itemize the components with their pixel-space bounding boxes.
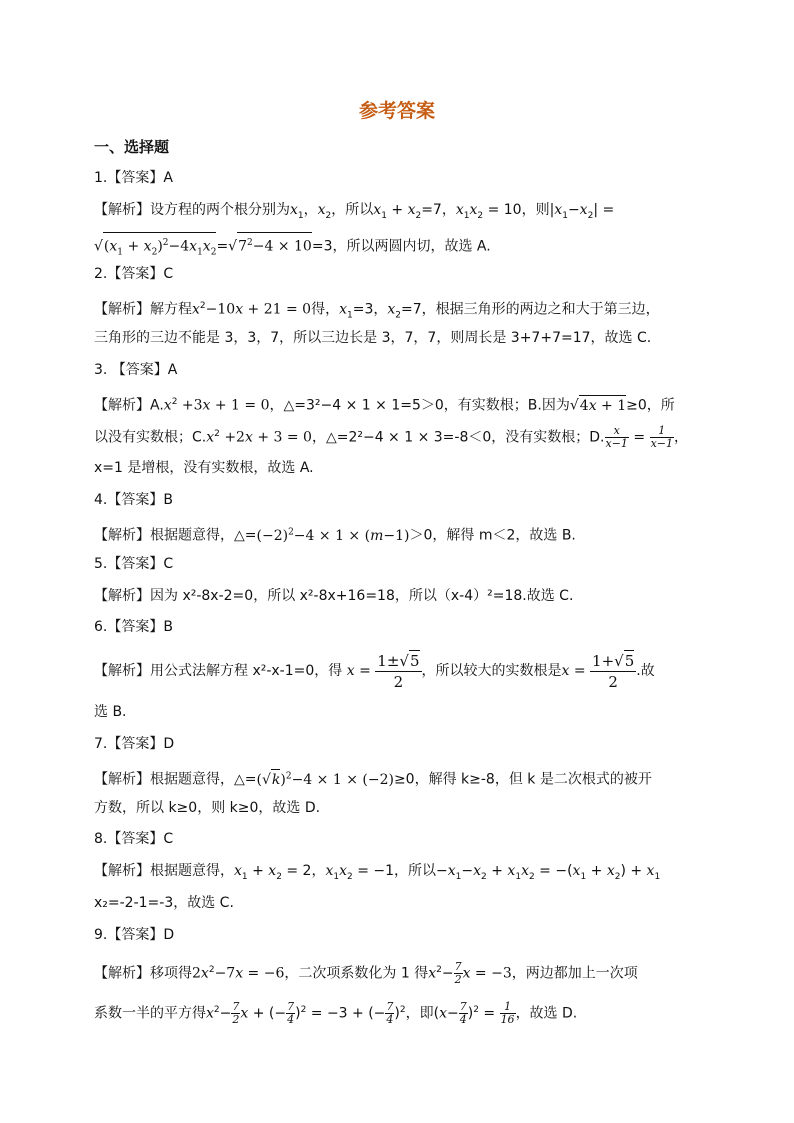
q8-answer: 8.【答案】C	[94, 831, 174, 847]
page-title: 参考答案	[358, 100, 435, 122]
q1-explanation-line2: $√(x_1 + x_2)^2-4x_1x_2=√7^2-4 \times 10=3$，所以两圆内切，故选 A.	[94, 232, 706, 262]
q7-answer: 7.【答案】D	[94, 736, 175, 752]
q1-explanation-line1: 【解析】设方程的两个根分别为$x_1$，$x_2$，所以$x_1 + x_2=7$，$x_1x_2 = 10$，则$|x_1-x_2|$ =	[94, 202, 615, 221]
q6-explanation-line2: 选 B.	[94, 704, 127, 720]
q3-explanation-line2: 以没有实数根；$C.x^2 +2x + 3 = 0$，△=2²−4 × 1 × 3=-8＜0，没有实数根；D. $\frac{x}{x-1}$ = $\frac{1}{x-1}$ ，	[94, 424, 688, 451]
q6-explanation-line1: 【解析】用公式法解方程 x²-x-1=0，得 x = $\frac{1\pm√5}{2}$ ，所以较大的实数根是x = $\frac{1+√5}{2}$ .故	[94, 652, 655, 691]
q8-explanation-line1: 【解析】根据题意得，$x_1 + x_2 = 2$，$x_1x_2 = -1$，所以$-x_1-x_2 + x_1x_2 = -(x_1 + x_2) + x_1$	[94, 863, 661, 882]
q1-answer: 1.【答案】A	[94, 170, 173, 186]
q5-explanation: 【解析】因为 x²-8x-2=0，所以 x²-8x+16=18，所以（x-4）²=18.故选 C.	[94, 588, 574, 604]
q6-answer: 6.【答案】B	[94, 619, 173, 635]
q9-explanation-line1: 【解析】移项得$2x^2-7x = -6$，二次项系数化为 1 得$x^2-$ $\frac{7}{2}$ x = −3，两边都加上一次项	[94, 960, 638, 987]
q4-answer: 4.【答案】B	[94, 492, 173, 508]
q2-explanation-line2: 三角形的三边不能是 3，3，7，所以三边长是 3，7，7，则周长是 3+7+7=17，故选 C.	[94, 330, 652, 346]
q2-answer: 2.【答案】C	[94, 266, 174, 282]
section-heading: 一、选择题	[94, 138, 170, 156]
q9-answer: 9.【答案】D	[94, 927, 175, 943]
q4-explanation: 【解析】根据题意得，$\triangle=(-2)^2-4 \times 1 \times (m-1)>0$，解得 m＜2，故选 B.	[94, 527, 576, 544]
q3-explanation-line3: x=1 是增根，没有实数根，故选 A.	[94, 460, 314, 476]
q7-explanation-line2: 方数，所以 k≥0，则 k≥0，故选 D.	[94, 800, 321, 816]
q3-explanation-line1: 【解析】$A.x^2 +3x + 1 = 0$，△=3²−4 × 1 × 1=5＞0，有实数根；B.因为√4x + 1≥0，所	[94, 392, 706, 416]
q9-explanation-line2: 系数一半的平方得$x^2-$ $\frac{7}{2}$ x + (− $\frac{7}{4}$ )$^2$ = −3 + (− $\frac{7}{4}$ )$^2$，即(x− $\frac{7}{4}$ )$^2$ = $\frac{1}{16}$ ，故选 D.	[94, 1000, 578, 1027]
q7-explanation-line1: 【解析】根据题意得，$\triangle=(√k)^2-4 \times 1 \times (-2)\ge 0$，解得 k≥-8，但 k 是二次根式的被开	[94, 766, 706, 790]
q3-answer: 3. 【答案】A	[94, 362, 178, 378]
q2-explanation-line1: 【解析】解方程$x^2-10x + 21 = 0$得，$x_1=3$，$x_2=7$，根据三角形的两边之和大于第三边，	[94, 301, 660, 321]
q5-answer: 5.【答案】C	[94, 556, 174, 572]
q8-explanation-line2: x₂=-2-1=-3，故选 C.	[94, 895, 234, 911]
